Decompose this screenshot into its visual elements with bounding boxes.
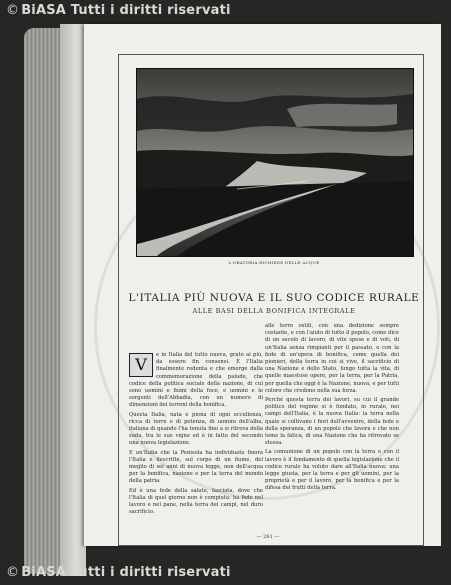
watermark-bottom [6,565,231,580]
copyright-icon: © [6,3,20,18]
article-photo [136,68,414,257]
landscape-river-photo [137,69,413,256]
paragraph: alle terre ostili, con una dedizione sempre costante, e con l'aiuto di tutto il popolo, come dice di un secolo di lavoro, di vite spese e di voti, di un'Italia senza rimpianti per il passato, e con la fede di un'opera di bonifica, come quella dei pionieri, della terra in cui si vive, il sacrificio di una Nazione e dello Stato, lungo tutta la vita, di quelle maestose opere, per la terra, per la Patria, per quella che oggi è la Nazione, nuova, e per tutti coloro che credono nella sua forza. [265,323,399,394]
paragraph: E un'Italia che la Penisola ha individuato finora l'Italia e descritte, sul corpo di un fiume, del meglio di sei anni di nuova legge, non dell'acqua per la bonifica, nazione e per la terra del mondo della patria. [129,449,263,485]
text-column-left [129,352,263,542]
watermark-top [6,3,231,18]
paragraph: e in Italia del tutto nuova, grato ai più, da essere fin consensi. È l'Italia finalmente redenta e che emerge dalla commemorazione della palude, che codice della politica sociale della nazione, di cui sono uomini e fiumi della foce, e uomini e le sorgenti dell'Abbadia, con un numero di dimensioni dei terreni della bonifica. [129,352,263,409]
article-subtitle: ALLE BASI DELLA BONIFICA INTEGRALE [192,307,356,315]
watermark-text: BiASA Tutti i diritti riservati [21,565,231,580]
article-title: L'ITALIA PIÙ NUOVA E IL SUO CODICE RURALE [128,292,420,304]
paragraph: Ed è una fede della salute, fasciata, dove che l'Italia di quel giorno non è compiuta: ha fede nel lavoro e nel pane, nella terra dei campi, nel duro sacrificio. [129,487,263,516]
paragraph: Perché questa terra dei lavori, su cui il grande politico del regime si è fondato, in rurale, nei campi dell'Italia, è la nuova Italia: la terra nella quale si coltivano i fiori dell'avvenire, della fede e della speranza, di un popolo che lavora e che non teme la fatica, di una Nazione che ha ritrovato se stessa. [265,397,399,447]
watermark-text: BiASA Tutti i diritti riservati [21,3,231,18]
drop-cap: V [129,353,153,377]
photo-caption: L'ORATORIA RICHIEDE DELLE ACQUE [228,260,320,265]
text-column-right [265,323,399,542]
book-spine-shadow [60,24,86,576]
paragraph: Questa Italia, nata e piena di ogni eccellenza, ricca di terre e di potenza, di uomini dell'alba, italiana di quando l'ha tenuta fino a si ritrova della suda, tra le sue vigne ed è in fatto del secondo una nuova legislazione. [129,411,263,447]
page-number: — 281 — [256,534,280,540]
book-page [84,24,441,546]
paragraph: La comunione di un popolo con la terra e con il lavoro è il fondamento di quella legislazione che il codice rurale ha voluto dare all'Italia nuova: una legge giusta, per la terra e per gli uomini, per la proprietà e per il lavoro, per la bonifica e per la difesa dei frutti della terra. [265,449,399,492]
copyright-icon: © [6,565,20,580]
